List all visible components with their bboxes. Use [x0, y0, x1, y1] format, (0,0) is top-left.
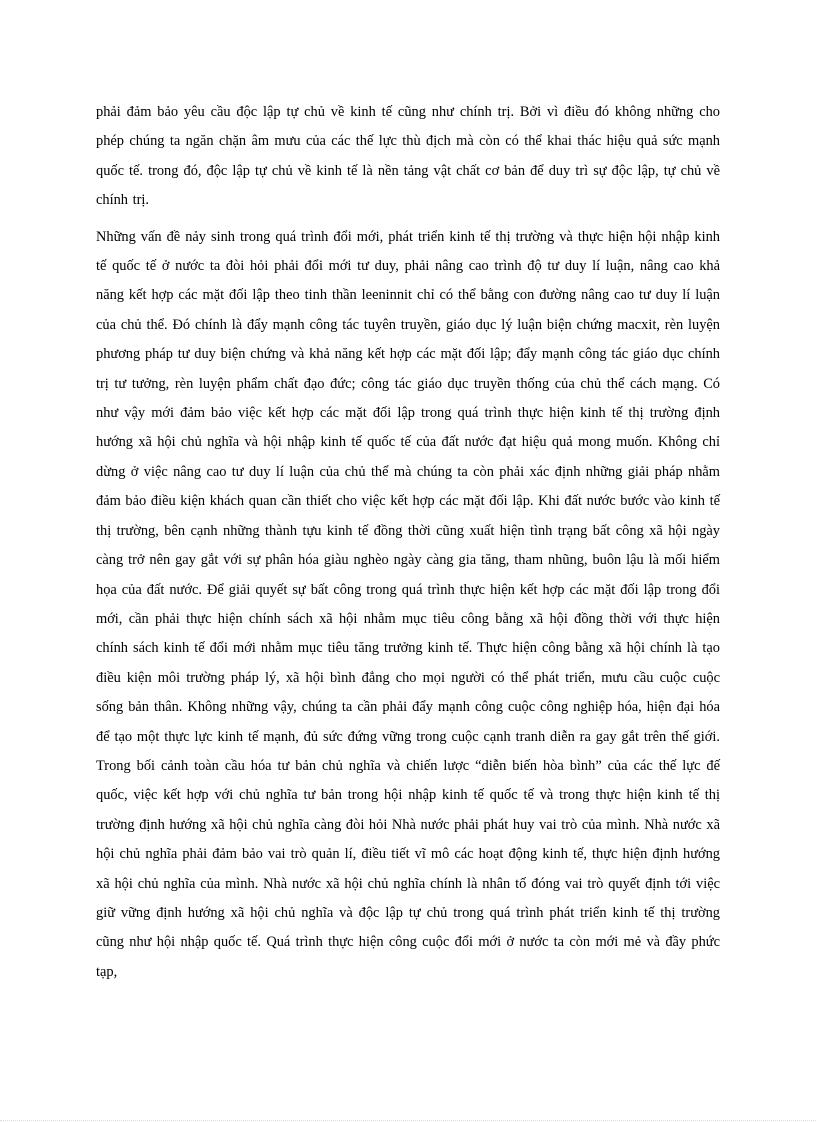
page-bottom-divider: [0, 1120, 816, 1121]
paragraph-2: Những vấn đề nảy sinh trong quá trình đổi mới, phát triển kinh tế thị trường và thực hiện hội nhập kinh tế quốc tế ở nước ta đòi hỏi phải đổi mới tư duy, phải nâng cao trình độ tư duy lí luận, nâng cao khả năng kết hợp các mặt đối lập theo tinh thần leeninnit chỉ có thể bằng con đường nâng cao tư duy lí luận của chủ thể. Đó chính là đẩy mạnh công tác tuyên truyền, giáo dục lý luận biện chứng macxit, rèn luyện phương pháp tư duy biện chứng và khả năng kết hợp các mặt đối lập; đẩy mạnh công tác giáo dục chính trị tư tưởng, rèn luyện phẩm chất đạo đức; công tác giáo dục truyền thống của chủ thể cách mạng. Có như vậy mới đảm bảo việc kết hợp các mặt đối lập trong quá trình thực hiện kinh tế thị trường định hướng xã hội chủ nghĩa và hội nhập kinh tế quốc tế của đất nước đạt hiệu quả mong muốn. Không chỉ dừng ở việc nâng cao tư duy lí luận của chủ thể mà chúng ta còn phải xác định những giải pháp nhằm đảm bảo điều kiện khách quan cần thiết cho việc kết hợp các mặt đối lập. Khi đất nước bước vào kinh tế thị trường, bên cạnh những thành tựu kinh tế đồng thời cũng xuất hiện tình trạng bất công xã hội ngày càng trở nên gay gắt với sự phân hóa giàu nghèo ngày càng gia tăng, tham nhũng, buôn lậu là mối hiểm họa của đất nước. Để giải quyết sự bất công trong quá trình thực hiện kết hợp các mặt đối lập trong đổi mới, cần phải thực hiện chính sách xã hội nhằm mục tiêu công bằng xã hội đồng thời với thực hiện chính sách kinh tế đổi mới nhằm mục tiêu tăng trưởng kinh tế. Thực hiện công bằng xã hội chính là tạo điều kiện môi trường pháp lý, xã hội bình đẳng cho mọi người có thể phát triển, mưu cầu cuộc cuộc sống bản thân. Không những vậy, chúng ta cần phải đẩy mạnh công cuộc công nghiệp hóa, hiện đại hóa để tạo một thực lực kinh tế mạnh, đủ sức đứng vững trong cuộc cạnh tranh diễn ra gay gắt trên thế giới. Trong bối cảnh toàn cầu hóa tư bản chủ nghĩa và chiến lược “diễn biến hòa bình” của các thế lực đế quốc, việc kết hợp với chủ nghĩa tư bản trong hội nhập kinh tế quốc tế và trong thực hiện kinh tế thị trường định hướng xã hội chủ nghĩa càng đòi hỏi Nhà nước phải phát huy vai trò của mình. Nhà nước xã hội chủ nghĩa phải đảm bảo vai trò quản lí, điều tiết vĩ mô các hoạt động kinh tế, thực hiện định hướng xã hội chủ nghĩa của mình. Nhà nước xã hội chủ nghĩa chính là nhân tố đóng vai trò quyết định tới việc giữ vững định hướng xã hội chủ nghĩa và độc lập tự chủ trong quá trình phát triển kinh tế thị trường cũng như hội nhập quốc tế. Quá trình thực hiện công cuộc đổi mới ở nước ta còn mới mẻ và đầy phức tạp,: [96, 228, 720, 980]
paragraph-1: phải đảm bảo yêu cầu độc lập tự chủ về kinh tế cũng như chính trị. Bởi vì điều đó không những cho phép chúng ta ngăn chặn âm mưu của các thế lực thù địch mà còn có thể khai thác hiệu quả sức mạnh quốc tế. trong đó, độc lập tự chủ về kinh tế là nền tảng vật chất cơ bản để duy trì sự độc lập, tự chủ về chính trị.: [96, 104, 720, 209]
